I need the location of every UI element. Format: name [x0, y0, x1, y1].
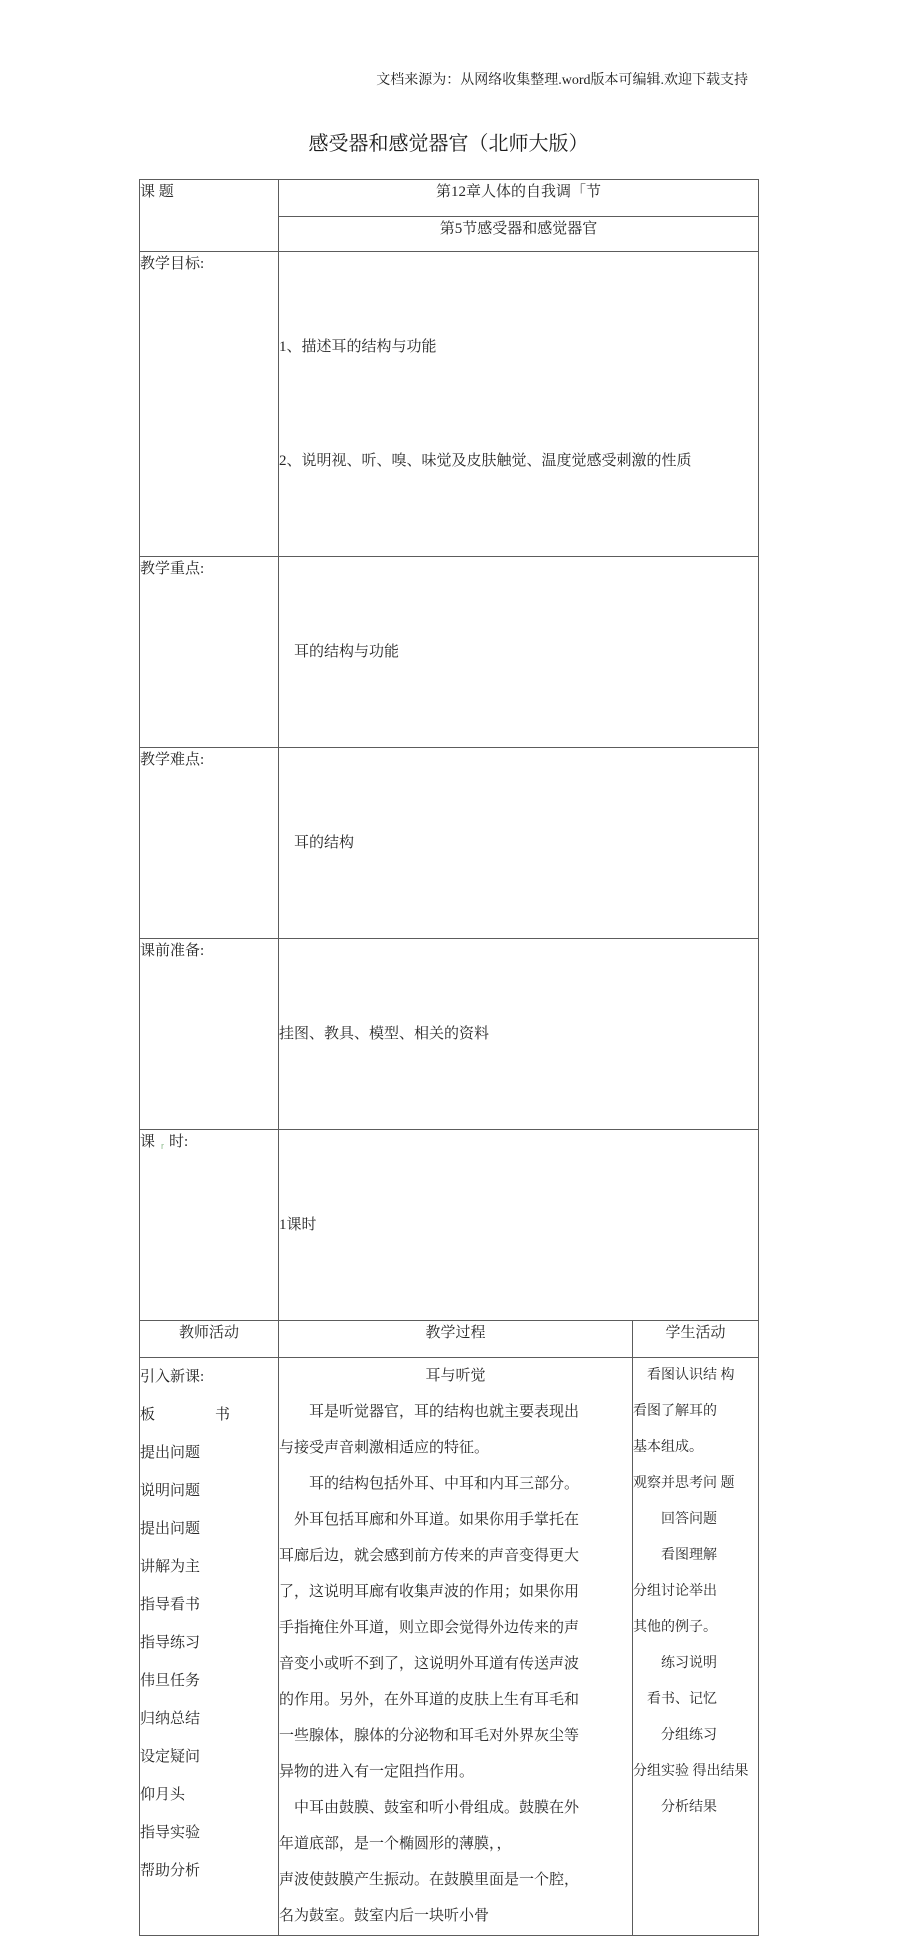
- focus-value-cell: [279, 557, 759, 748]
- process-column-label: 教学过程: [425, 1325, 486, 1341]
- text-line: 分组讨论举出: [633, 1584, 717, 1599]
- text-line: 分组练习: [633, 1728, 717, 1743]
- text-line: 板 书: [140, 1407, 231, 1423]
- column-header-row: [140, 1321, 759, 1358]
- topic-label: 课 题: [140, 184, 174, 200]
- text-line: 一些腺体，腺体的分泌物和耳毛对外界灰尘等: [279, 1728, 580, 1744]
- text-line: 音变小或听不到了，这说明外耳道有传送声波: [279, 1656, 580, 1672]
- difficulty-value-cell: [279, 748, 759, 939]
- text-line: 异物的进入有一定阻挡作用。: [279, 1764, 475, 1780]
- preparation-label-cell: [140, 939, 279, 1130]
- lesson-plan-table: [139, 179, 759, 1936]
- difficulty-label: 教学难点:: [140, 752, 205, 768]
- text-line: 看图认识结 构: [633, 1368, 735, 1383]
- period-value-cell: [279, 1130, 759, 1321]
- period-label-post: 时:: [169, 1134, 189, 1150]
- text-line: 伟旦任务: [140, 1673, 201, 1689]
- student-column-header: [633, 1321, 759, 1358]
- text-line: 帮助分析: [140, 1863, 201, 1879]
- text-line: 指导练习: [140, 1635, 201, 1651]
- process-heading: 耳与听觉: [425, 1368, 486, 1384]
- teacher-column-header: [140, 1321, 279, 1358]
- topic-row-1: [140, 180, 759, 217]
- text-line: 中耳由鼓膜、鼓室和听小骨组成。鼓膜在外: [279, 1800, 580, 1816]
- goal-line-2: 2、说明视、听、嗅、味觉及皮肤触觉、温度觉感受刺激的性质: [279, 453, 692, 469]
- focus-value: 耳的结构与功能: [279, 644, 400, 660]
- text-line: 观察并思考问 题: [633, 1476, 735, 1491]
- topic-label-cell: [140, 180, 279, 252]
- preparation-value: 挂图、教具、模型、相关的资料: [279, 1026, 490, 1042]
- goals-value-cell: [279, 252, 759, 557]
- period-value: 1课时: [279, 1217, 317, 1233]
- text-line: 指导实验: [140, 1825, 201, 1841]
- period-label-cell: [140, 1130, 279, 1321]
- process-column-header: [279, 1321, 633, 1358]
- text-line: 分组实验 得出结果: [633, 1764, 749, 1779]
- text-line: 外耳包括耳廊和外耳道。如果你用手掌托在: [279, 1512, 580, 1528]
- text-line: 耳是听觉器官，耳的结构也就主要表现出: [279, 1404, 580, 1420]
- difficulty-row: [140, 748, 759, 939]
- text-line: 的作用。另外，在外耳道的皮肤上生有耳毛和: [279, 1692, 580, 1708]
- process-paragraphs: [279, 1394, 632, 1934]
- difficulty-value: 耳的结构: [279, 835, 355, 851]
- text-line: 基本组成。: [633, 1440, 703, 1455]
- text-line: 回答问题: [633, 1512, 717, 1527]
- focus-label: 教学重点:: [140, 561, 205, 577]
- document-title: 感受器和感觉器官（北师大版）: [308, 133, 589, 155]
- chapter-title-cell: [279, 180, 759, 217]
- preparation-label: 课前准备:: [140, 943, 205, 959]
- text-line: 归纳总结: [140, 1711, 201, 1727]
- content-row: [140, 1358, 759, 1936]
- student-column-label: 学生活动: [665, 1325, 726, 1341]
- revision-mark: r: [161, 1141, 165, 1151]
- text-line: 看图理解: [633, 1548, 717, 1563]
- text-line: 练习说明: [633, 1656, 717, 1671]
- section-title: 第5节感受器和感觉器官: [439, 221, 598, 237]
- text-line: 看图了解耳的: [633, 1404, 717, 1419]
- period-row: [140, 1130, 759, 1321]
- process-cell: [279, 1358, 633, 1936]
- goals-label: 教学目标:: [140, 256, 205, 272]
- text-line: 讲解为主: [140, 1559, 201, 1575]
- text-line: 声波使鼓膜产生振动。在鼓膜里面是一个腔，: [279, 1872, 580, 1888]
- text-line: 耳的结构包括外耳、中耳和内耳三部分。: [279, 1476, 580, 1492]
- text-line: 提出问题: [140, 1521, 201, 1537]
- goals-row: [140, 252, 759, 557]
- focus-label-cell: [140, 557, 279, 748]
- preparation-value-cell: [279, 939, 759, 1130]
- text-line: 看书、记忆: [633, 1692, 717, 1707]
- teacher-activities-cell: [140, 1358, 279, 1936]
- teacher-column-label: 教师活动: [178, 1325, 239, 1341]
- text-line: 了，这说明耳廊有收集声波的作用；如果你用: [279, 1584, 580, 1600]
- preparation-row: [140, 939, 759, 1130]
- period-label-pre: 课: [140, 1134, 156, 1150]
- section-title-cell: [279, 217, 759, 252]
- text-line: 提出问题: [140, 1445, 201, 1461]
- text-line: 说明问题: [140, 1483, 201, 1499]
- text-line: 名为鼓室。鼓室内后一块听小骨: [279, 1908, 490, 1924]
- difficulty-label-cell: [140, 748, 279, 939]
- goal-line-1: 1、描述耳的结构与功能: [279, 339, 437, 355]
- text-line: 手指掩住外耳道，则立即会觉得外边传来的声: [279, 1620, 580, 1636]
- text-line: 耳廊后边，就会感到前方传来的声音变得更大: [279, 1548, 580, 1564]
- source-note: 文档来源为：从网络收集整理.word版本可编辑.欢迎下载支持: [376, 73, 748, 88]
- text-line: 年道底部，是一个椭圆形的薄膜，，: [279, 1836, 512, 1852]
- text-line: 其他的例子。: [633, 1620, 717, 1635]
- text-line: 引入新课:: [140, 1369, 205, 1385]
- text-line: 分析结果: [633, 1800, 717, 1815]
- text-line: 与接受声音刺激相适应的特征。: [279, 1440, 490, 1456]
- text-line: 仰月头: [140, 1787, 186, 1803]
- chapter-title: 第12章人体的自我调「节: [436, 184, 602, 200]
- student-activities-cell: [633, 1358, 759, 1936]
- goals-label-cell: [140, 252, 279, 557]
- text-line: 指导看书: [140, 1597, 201, 1613]
- text-line: 设定疑问: [140, 1749, 201, 1765]
- focus-row: [140, 557, 759, 748]
